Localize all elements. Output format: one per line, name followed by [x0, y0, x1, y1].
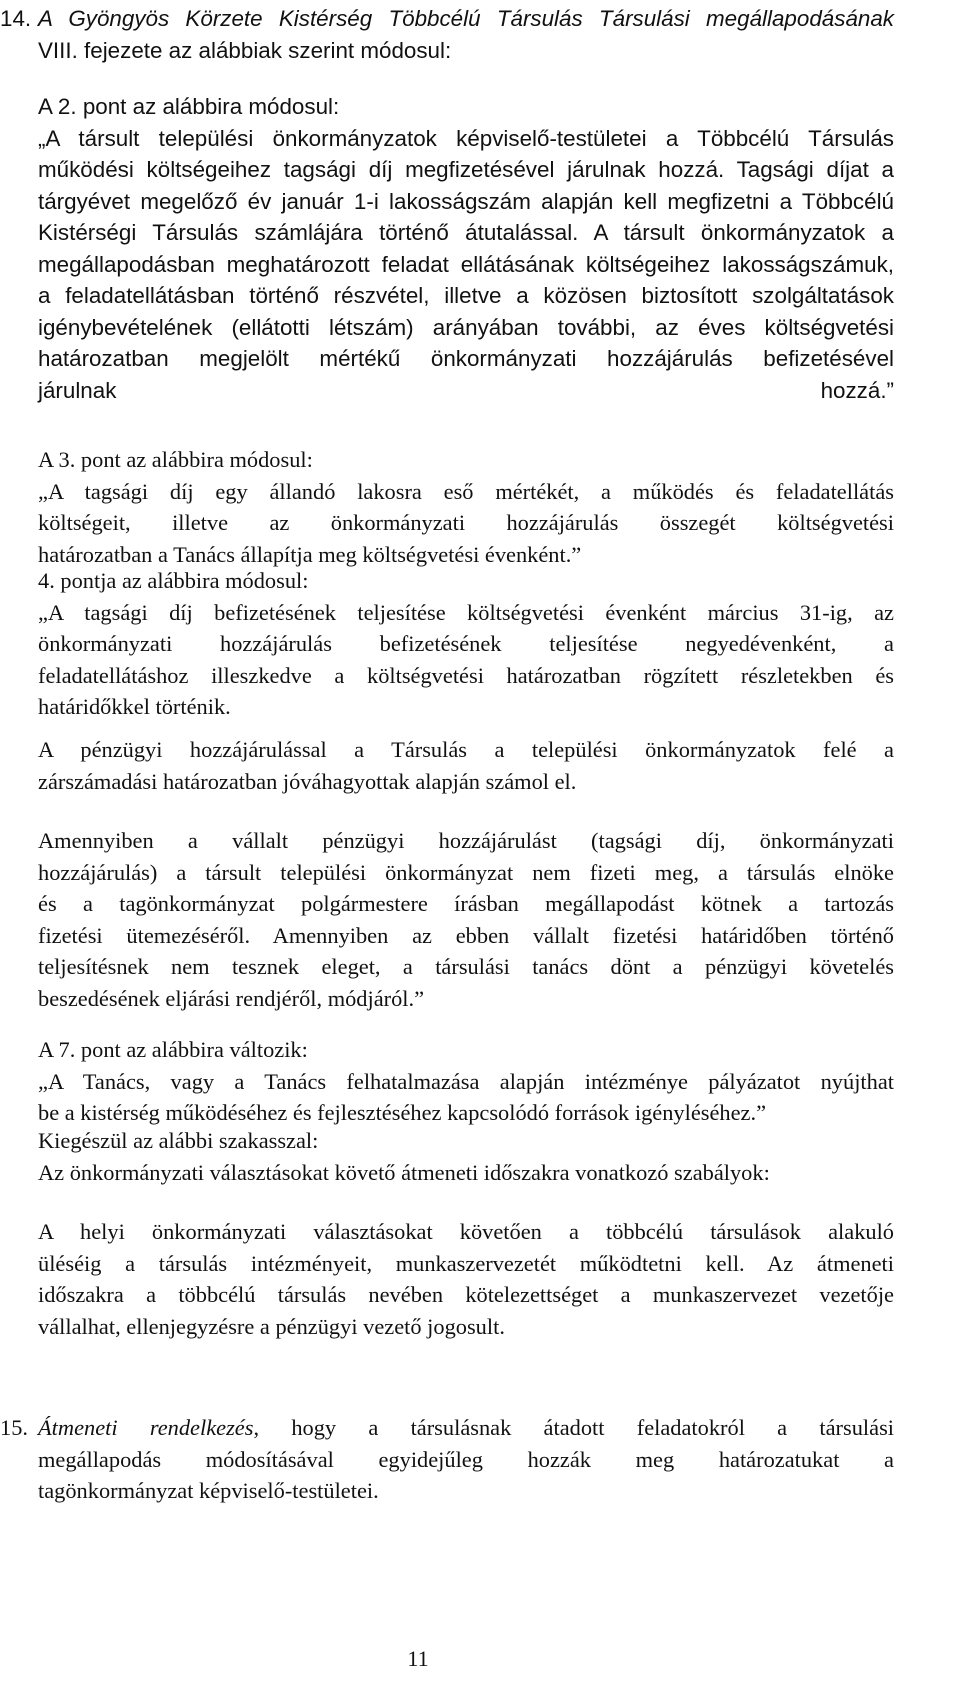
- section-number-14: 14.: [0, 6, 32, 31]
- section-14-heading: [38, 3, 894, 66]
- text-line: önkormányzati hozzájárulás befizetésének teljesítése negyedévenként, a: [38, 631, 894, 656]
- text-line: be a kistérség működéséhez és fejlesztéséhez kapcsolódó források igényléséhez.”: [38, 1100, 767, 1125]
- text-fragment: , hogy a társulásnak átadott feladatokról a társulási: [253, 1415, 894, 1440]
- text-line: zárszámadási határozatban jóváhagyottak alapján számol el.: [38, 768, 577, 794]
- text-line: igénybevételének (ellátotti létszám) arányában további, az éves költségvetési: [38, 314, 894, 340]
- amendment-7-block: [38, 1034, 894, 1129]
- text-line: A pénzügyi hozzájárulással a Társulás a települési önkormányzatok felé a: [38, 737, 894, 762]
- amendment-4-block: [38, 565, 894, 723]
- paragraph-financial: [38, 734, 894, 797]
- text-line: „A tagsági díj egy állandó lakosra eső mértékét, a működés és feladatellátás: [38, 478, 894, 504]
- supplement-heading: Az önkormányzati választásokat követő átmeneti időszakra vonatkozó szabályok:: [38, 1159, 770, 1185]
- section-14-title-line2: VIII. fejezete az alábbiak szerint módosul:: [38, 37, 452, 63]
- text-line: időszakra a többcélú társulás nevében kötelezettséget a munkaszervezet vezetője: [38, 1282, 894, 1307]
- text-line: teljesítésnek nem tesznek eleget, a társulási tanács dönt a pénzügyi követelés: [38, 954, 894, 979]
- paragraph-default: [38, 825, 894, 1014]
- text-line: működési költségeihez tagsági díj megfizetésével járulnak hozzá. Tagsági díjat a: [38, 157, 894, 182]
- text-line: Kistérségi Társulás számlájára történő átutalással. A társult önkormányzatok a: [38, 220, 894, 245]
- amendment-2-block: [38, 91, 894, 406]
- page-number: 11: [407, 1646, 429, 1671]
- text-line: üléséig a társulás intézményeit, munkaszervezetét működtetni kell. Az átmeneti: [38, 1250, 894, 1276]
- amendment-7-intro: A 7. pont az alábbira változik:: [38, 1037, 308, 1062]
- text-line: beszedésének eljárási rendjéről, módjáról.”: [38, 985, 425, 1011]
- text-line: megállapodás módosításával egyidejűleg hozzák meg határozatukat a: [38, 1446, 894, 1472]
- text-line: határozatban megjelölt mértékű önkormányzati hozzájárulás befizetésével: [38, 346, 894, 371]
- text-line: „A tagsági díj befizetésének teljesítése költségvetési évenként március 31-ig, az: [38, 599, 894, 625]
- supplement-intro: Kiegészül az alábbi szakasszal:: [38, 1128, 319, 1153]
- text-line: „A társult települési önkormányzatok képviselő-testületei a Többcélú Társulás: [38, 125, 894, 151]
- supplement-block: [38, 1125, 894, 1188]
- text-line: A helyi önkormányzati választásokat követően a többcélú társulások alakuló: [38, 1219, 894, 1244]
- section-15-line1: [38, 1412, 894, 1444]
- text-line: megállapodásban meghatározott feladat ellátásának költségeihez lakosságszámuk,: [38, 251, 894, 277]
- amendment-4-intro: 4. pontja az alábbira módosul:: [38, 568, 309, 593]
- text-line: feladatellátáshoz illeszkedve a költségvetési határozatban rögzített részletekben és: [38, 662, 894, 688]
- text-line: „A Tanács, vagy a Tanács felhatalmazása alapján intézménye pályázatot nyújthat: [38, 1068, 894, 1094]
- text-line: tárgyévet megelőző év január 1-i lakosságszám alapján kell megfizetni a Többcélú: [38, 188, 894, 214]
- section-15-block: [38, 1412, 894, 1507]
- text-line: határozatban a Tanács állapítja meg költségvetési évenként.”: [38, 541, 582, 567]
- text-line: hozzájárulás) a társult települési önkormányzat nem fizeti meg, a társulás elnöke: [38, 859, 894, 885]
- section-number-15: 15.: [0, 1415, 28, 1440]
- amendment-3-intro: A 3. pont az alábbira módosul:: [38, 447, 313, 472]
- text-line: költségeit, illetve az önkormányzati hozzájárulás összegét költségvetési: [38, 510, 894, 535]
- section-14-title-line1: A Gyöngyös Körzete Kistérség Többcélú Társulás Társulási megállapodásának: [38, 6, 894, 31]
- text-line: határidőkkel történik.: [38, 694, 231, 719]
- text-line: fizetési ütemezéséről. Amennyiben az ebben vállalt fizetési határidőben történő: [38, 922, 894, 948]
- text-line: és a tagönkormányzat polgármestere írásban megállapodást kötnek a tartozás: [38, 891, 894, 916]
- text-line: Amennyiben a vállalt pénzügyi hozzájárulást (tagsági díj, önkormányzati: [38, 828, 894, 853]
- text-line: vállalhat, ellenjegyzésre a pénzügyi vezető jogosult.: [38, 1313, 505, 1339]
- text-line: a feladatellátásban történő részvétel, illetve a közösen biztosított szolgáltatások: [38, 283, 894, 308]
- amendment-3-block: [38, 444, 894, 570]
- amendment-2-intro: A 2. pont az alábbira módosul:: [38, 94, 340, 119]
- text-line: tagönkormányzat képviselő-testületei.: [38, 1478, 379, 1503]
- section-15-title: Átmeneti rendelkezés: [38, 1415, 254, 1440]
- supplement-paragraph: [38, 1216, 894, 1342]
- text-line: járulnak hozzá.”: [38, 377, 894, 403]
